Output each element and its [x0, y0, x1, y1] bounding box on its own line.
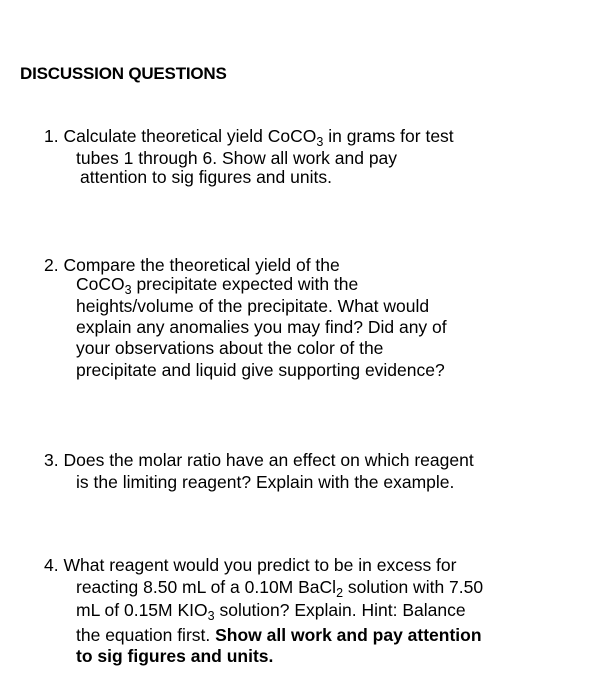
question-2	[44, 255, 447, 381]
question-4-line-5: to sig figures and units.	[76, 646, 274, 666]
question-4-line-3: mL of 0.15M $KIO_3$ solution? Explain. Hint: Balance	[76, 600, 466, 623]
question-2-line-6: precipitate and liquid give supporting evidence?	[76, 359, 445, 380]
question-4-line-4: the equation first. Show all work and pay attention	[76, 624, 482, 645]
question-4-line-2: reacting 8.50 mL of a 0.10M BaCl$_2$ solution with 7.50	[76, 576, 484, 600]
question-2-line-3: heights/volume of the precipitate. What would	[76, 296, 430, 316]
question-1-line-3: attention to sig figures and units.	[80, 167, 332, 187]
question-4-number: 4.	[44, 555, 59, 575]
question-3-line-1: 3. Does the molar ratio have an effect on which reagent	[44, 450, 474, 470]
question-3-line-2: is the limiting reagent? Explain with the example.	[76, 471, 455, 492]
question-4-line-1: 4. What reagent would you predict to be in excess for	[44, 555, 457, 575]
question-2-number: 2.	[44, 255, 59, 275]
page-heading: DISCUSSION QUESTIONS	[20, 64, 227, 83]
question-2-line-1: 2. Compare the theoretical yield of the	[44, 255, 340, 275]
question-1-line-1: 1. Calculate theoretical yield CoCO$_3$ in grams for test	[44, 126, 454, 149]
question-2-line-5: your observations about the color of the	[76, 338, 384, 358]
question-3	[44, 450, 474, 493]
question-1-line-2: tubes 1 through 6. Show all work and pay	[76, 147, 398, 168]
question-1	[44, 126, 454, 189]
question-1-number: 1.	[44, 126, 59, 146]
question-4	[44, 555, 483, 668]
question-2-line-4: explain any anomalies you may find? Did any of	[76, 316, 447, 337]
question-3-number: 3.	[44, 450, 59, 470]
question-2-line-2: CoCO$_3$ precipitate expected with the	[76, 273, 359, 297]
